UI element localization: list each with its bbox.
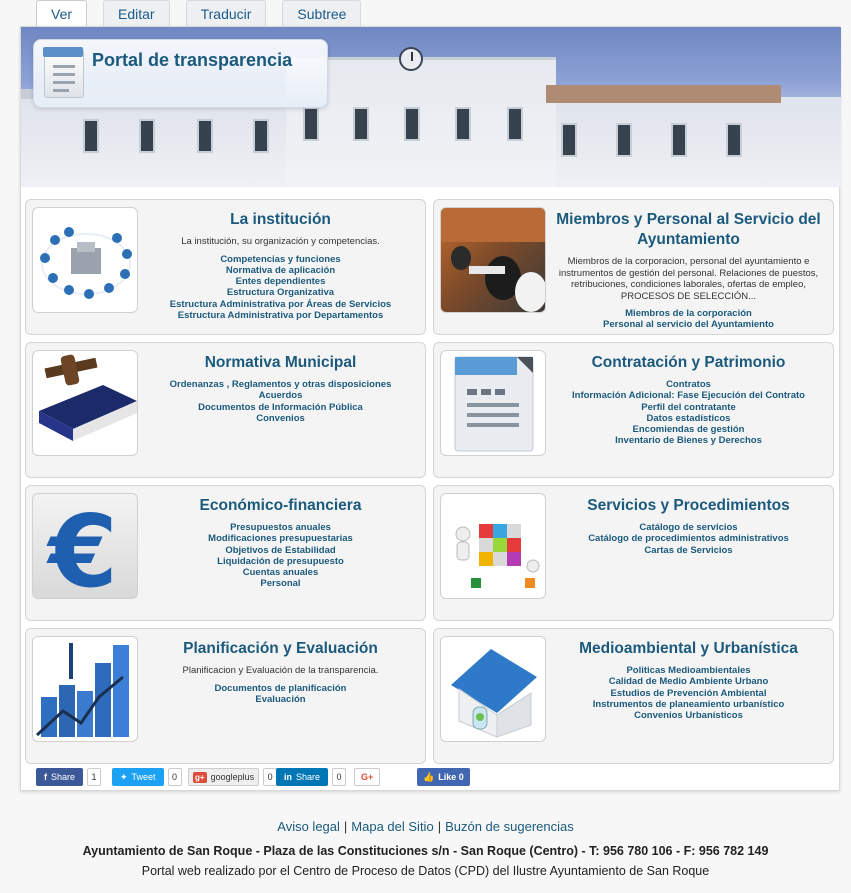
linkedin-share-button[interactable] (276, 768, 328, 786)
link-catalogo-procedimientos[interactable]: Catálogo de procedimientos administrativos (588, 533, 789, 545)
window (253, 119, 269, 153)
twitter-share-count: 0 (168, 768, 182, 786)
window (353, 107, 369, 141)
house-icon (440, 636, 546, 742)
gavel-book-icon (32, 350, 138, 456)
clock-icon (399, 47, 423, 71)
document-icon (44, 48, 84, 98)
facebook-share-label: Share (51, 772, 76, 782)
linkedin-share (276, 768, 346, 786)
document-form-icon (440, 350, 546, 456)
gplus-one (354, 768, 380, 786)
googleplus-share-button[interactable] (188, 768, 259, 786)
link-presupuestos-anuales[interactable]: Presupuestos anuales (230, 522, 331, 533)
card-description: La institución, su organización y competencias. (181, 236, 380, 247)
separator: | (437, 819, 442, 834)
link-instrumentos-planeamiento[interactable]: Instrumentos de planeamiento urbanístico (592, 698, 785, 710)
facebook-share-button[interactable] (36, 768, 83, 786)
page-title: Portal de transparencia (92, 50, 293, 70)
link-convenios-urbanisticos[interactable]: Convenios Urbanísticos (634, 710, 743, 722)
link-normativa-aplicacion[interactable]: Normativa de aplicación (225, 264, 336, 276)
linkedin-share-count: 0 (332, 768, 346, 786)
people-network-icon (32, 207, 138, 313)
link-buzon-sugerencias[interactable]: Buzón de sugerencias (445, 819, 574, 834)
svg-text:€: € (48, 494, 118, 599)
facebook-share-count: 1 (87, 768, 101, 786)
card-title: Miembros y Personal al Servicio del Ayuntamiento (556, 211, 821, 248)
googleplus-share (188, 768, 277, 786)
card-title: Medioambiental y Urbanística (579, 640, 798, 657)
link-estudios-prevencion[interactable]: Estudios de Prevención Ambiental (610, 687, 767, 699)
twitter-icon: ✦ (120, 771, 128, 782)
link-modificaciones-presupuestarias[interactable]: Modificaciones presupuestarias (208, 533, 353, 545)
window (455, 107, 471, 141)
link-objetivos-estabilidad[interactable]: Objetivos de Estabilidad (225, 544, 336, 556)
cube-puzzle-icon (440, 493, 546, 599)
link-datos-estadisticos[interactable]: Datos estadísticos (646, 412, 731, 424)
card-title: Económico-financiera (199, 497, 362, 514)
link-contratos[interactable]: Contratos (666, 379, 711, 390)
window (671, 123, 687, 157)
card-institucion (25, 199, 426, 335)
tab-ver[interactable]: Ver (36, 0, 87, 26)
linkedin-share-label: Share (296, 772, 321, 782)
window (139, 119, 155, 153)
window (726, 123, 742, 157)
link-documentos-informacion-publica[interactable]: Documentos de Información Pública (198, 401, 363, 413)
card-servicios-procedimientos (433, 485, 834, 621)
link-cuentas-anuales[interactable]: Cuentas anuales (242, 567, 319, 579)
link-estructura-organizativa[interactable]: Estructura Organizativa (226, 287, 335, 299)
link-competencias[interactable]: Competencias y funciones (220, 253, 341, 265)
facebook-like (417, 768, 470, 786)
link-estructura-areas[interactable]: Estructura Administrativa por Áreas de Servicios (169, 298, 392, 310)
facebook-share (36, 768, 101, 786)
googleplus-icon: g+ (195, 772, 205, 782)
facebook-icon: f (44, 772, 47, 782)
building-roof-right (546, 85, 781, 103)
link-aviso-legal[interactable]: Aviso legal (277, 819, 340, 834)
euro-icon (32, 493, 138, 599)
separator: | (343, 819, 348, 834)
link-documentos-planificacion[interactable]: Documentos de planificación (214, 682, 347, 694)
window (561, 123, 577, 157)
card-title: Normativa Municipal (204, 354, 357, 371)
twitter-tweet-button[interactable] (112, 768, 164, 786)
link-cartas-servicios[interactable]: Cartas de Servicios (644, 544, 733, 556)
link-miembros-corporacion[interactable]: Miembros de la corporación (625, 308, 752, 319)
window (616, 123, 632, 157)
link-convenios[interactable]: Convenios (256, 412, 305, 424)
facebook-like-label: Like 0 (438, 772, 464, 782)
link-personal[interactable]: Personal (260, 578, 301, 590)
link-politicas-medioambientales[interactable]: Politicas Medioambientales (626, 665, 751, 676)
card-description: Planificacion y Evaluación de la transparencia. (182, 665, 379, 676)
view-tabs (20, 0, 361, 26)
twitter-share (112, 768, 182, 786)
tab-subtree[interactable]: Subtree (282, 0, 361, 26)
twitter-tweet-label: Tweet (131, 772, 156, 782)
footer-address: Ayuntamiento de San Roque - Plaza de las Constituciones s/n - San Roque (Centro) - T: 956 780 106 - F: 956 782 149 (82, 844, 769, 858)
content-panel (20, 26, 840, 791)
link-ordenanzas[interactable]: Ordenanzas , Reglamentos y otras disposiciones (169, 379, 392, 390)
link-calidad-medio-ambiente[interactable]: Calidad de Medio Ambiente Urbano (608, 676, 769, 688)
card-contratacion-patrimonio (433, 342, 834, 478)
link-informacion-adicional[interactable]: Información Adicional: Fase Ejecución del Contrato (572, 390, 805, 402)
window (83, 119, 99, 153)
portal-title-box (33, 39, 328, 108)
card-planificacion-evaluacion (25, 628, 426, 764)
gplus-one-button[interactable]: G+ (354, 768, 380, 786)
link-catalogo-servicios[interactable]: Catálogo de servicios (639, 522, 738, 533)
link-personal-ayuntamiento[interactable]: Personal al servicio del Ayuntamiento (603, 319, 774, 331)
link-perfil-contratante[interactable]: Perfil del contratante (641, 401, 736, 413)
link-liquidacion-presupuesto[interactable]: Liquidación de presupuesto (217, 555, 344, 567)
card-normativa-municipal (25, 342, 426, 478)
card-miembros-personal (433, 199, 834, 335)
link-inventario-bienes[interactable]: Inventario de Bienes y Derechos (615, 435, 762, 447)
link-mapa-sitio[interactable]: Mapa del Sitio (351, 819, 434, 834)
link-entes-dependientes[interactable]: Entes dependientes (235, 276, 326, 288)
googleplus-share-label: googleplus (210, 772, 255, 782)
card-title: Servicios y Procedimientos (587, 497, 790, 514)
card-medioambiental-urbanistica (433, 628, 834, 764)
header-banner (21, 27, 841, 187)
googleplus-share-count: 0 (263, 768, 277, 786)
link-encomiendas-gestion[interactable]: Encomiendas de gestión (632, 424, 745, 436)
tab-editar[interactable]: Editar (103, 0, 170, 26)
footer-credit: Portal web realizado por el Centro de Proceso de Datos (CPD) del Ilustre Ayuntamiento de San Roque (141, 864, 710, 878)
window (197, 119, 213, 153)
card-economico-financiera (25, 485, 426, 621)
footer-links (0, 818, 851, 836)
window (404, 107, 420, 141)
card-description: Miembros de la corporacion, personal del ayuntamiento e instrumentos de gestión del personal. Relaciones de puestos, retribuciones, condiciones laborales, ofertas de empleo, PROCESOS DE SELECCIÓN... (558, 256, 819, 302)
link-acuerdos[interactable]: Acuerdos (258, 390, 303, 402)
thumbs-up-icon: 👍 (423, 771, 435, 782)
card-title: Planificación y Evaluación (183, 640, 378, 657)
window (507, 107, 523, 141)
card-title: La institución (230, 211, 331, 228)
card-title: Contratación y Patrimonio (591, 354, 786, 371)
linkedin-icon: in (284, 772, 292, 782)
facebook-like-button[interactable] (417, 768, 470, 786)
window (303, 107, 319, 141)
bar-chart-icon (32, 636, 138, 742)
tab-traducir[interactable]: Traducir (186, 0, 267, 26)
link-estructura-departamentos[interactable]: Estructura Administrativa por Departamentos (177, 309, 384, 321)
meeting-photo (440, 207, 546, 313)
link-evaluacion[interactable]: Evaluación (255, 693, 306, 705)
